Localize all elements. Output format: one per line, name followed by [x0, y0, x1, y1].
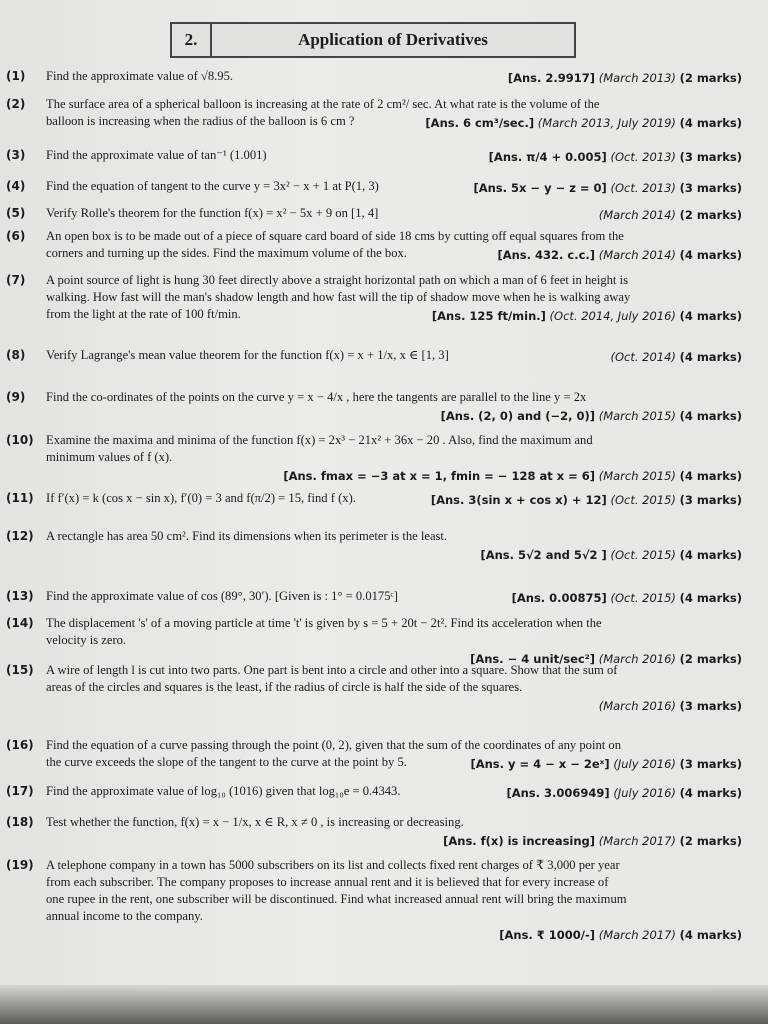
- question-number: (5): [6, 206, 26, 220]
- exam-source: (March 2014): [595, 248, 680, 262]
- exam-source: (Oct. 2014): [610, 350, 680, 364]
- question-number: (6): [6, 229, 26, 243]
- marks-label: (2 marks): [679, 71, 742, 85]
- answer-value: [Ans. 3.006949]: [506, 786, 610, 800]
- question-number: (4): [6, 179, 26, 193]
- question-line: A point source of light is hung 30 feet directly above a straight horizontal path on which a man of 6 feet in height is: [46, 273, 628, 287]
- answer-reference: [425, 115, 742, 132]
- question-number: (12): [6, 529, 34, 543]
- answer-reference: [489, 149, 742, 166]
- question-line: one rupee in the rent, one subscriber will be discontinued. Find what increased annual rent will bring the maximum: [46, 892, 627, 906]
- exam-source: (Oct. 2013): [606, 181, 680, 195]
- exam-source: (July 2016): [609, 757, 680, 771]
- answer-value: [Ans. 2.9917]: [507, 71, 596, 85]
- question-text: [46, 814, 742, 831]
- question-line: velocity is zero.: [46, 633, 127, 647]
- answer-value: [Ans. − 4 unit/sec²]: [470, 652, 596, 666]
- answer-value: [Ans. 125 ft/min.]: [431, 309, 546, 323]
- question-line: walking. How fast will the man's shadow length and how fast will the tip of shadow move when he is walking away: [46, 290, 631, 304]
- marks-label: (3 marks): [679, 493, 742, 507]
- question-line: from each subscriber. The company proposes to increase annual rent and it is believed that for every increase of: [46, 875, 609, 889]
- question-text: [46, 615, 742, 649]
- question-number: (16): [6, 738, 34, 752]
- question-number: (1): [6, 69, 26, 83]
- exam-source: (March 2016): [598, 699, 680, 713]
- question-line: the curve exceeds the slope of the tangent to the curve at the point by 5.: [46, 755, 407, 769]
- marks-label: (4 marks): [679, 116, 742, 130]
- answer-reference: [432, 308, 742, 325]
- exam-source: (March 2013, July 2019): [534, 116, 680, 130]
- answer-reference: [480, 547, 742, 564]
- marks-label: (4 marks): [679, 469, 742, 483]
- question-line: Verify Rolle's theorem for the function f(x) = x² − 5x + 9 on [1, 4]: [46, 206, 379, 220]
- question-text: [46, 662, 742, 696]
- marks-label: (4 marks): [679, 591, 742, 605]
- question-line: A rectangle has area 50 cm². Find its dimensions when its perimeter is the least.: [46, 529, 448, 543]
- exam-source: (Oct. 2015): [606, 493, 680, 507]
- marks-label: (2 marks): [679, 834, 742, 848]
- answer-reference: [506, 785, 742, 802]
- answer-value: [Ans. fmax = −3 at x = 1, fmin = − 128 at x = 6]: [283, 469, 596, 483]
- marks-label: (3 marks): [679, 181, 742, 195]
- marks-label: (4 marks): [679, 350, 742, 364]
- marks-label: (2 marks): [679, 652, 742, 666]
- question-line: balloon is increasing when the radius of the balloon is 6 cm ?: [46, 114, 355, 128]
- answer-reference: [512, 590, 742, 607]
- question-line: Find the co-ordinates of the points on the curve y = x − 4/x , here the tangents are parallel to the line y = 2x: [46, 390, 587, 404]
- answer-reference: [283, 468, 742, 485]
- answer-reference: [599, 698, 742, 715]
- question-text: [46, 389, 742, 406]
- question-number: (15): [6, 663, 34, 677]
- answer-value: [Ans. 6 cm³/sec.]: [425, 116, 535, 130]
- question-text: [46, 432, 742, 466]
- exam-source: (March 2013): [595, 71, 680, 85]
- answer-value: [Ans. (2, 0) and (−2, 0)]: [440, 409, 596, 423]
- answer-value: [Ans. 3(sin x + cos x) + 12]: [430, 493, 607, 507]
- question-number: (9): [6, 390, 26, 404]
- question-line: An open box is to be made out of a piece of square card board of side 18 cms by cutting off equal squares from the: [46, 229, 624, 243]
- question-number: (19): [6, 858, 34, 872]
- question-number: (8): [6, 348, 26, 362]
- exam-source: (March 2017): [595, 928, 680, 942]
- marks-label: (3 marks): [679, 757, 742, 771]
- chapter-number: 2.: [172, 24, 212, 56]
- answer-reference: [443, 833, 742, 850]
- exam-source: (March 2017): [595, 834, 680, 848]
- marks-label: (4 marks): [679, 786, 742, 800]
- question-line: Find the approximate value of cos (89°, 30′). [Given is : 1° = 0.0175ᶜ]: [46, 589, 398, 603]
- exam-source: (March 2014): [598, 208, 680, 222]
- question-line: The surface area of a spherical balloon is increasing at the rate of 2 cm²/ sec. At what rate is the volume of the: [46, 97, 600, 111]
- marks-label: (4 marks): [679, 409, 742, 423]
- question-number: (11): [6, 491, 34, 505]
- exam-source: (July 2016): [609, 786, 680, 800]
- answer-reference: [599, 207, 742, 224]
- question-line: areas of the circles and squares is the least, if the radius of circle is half the side of the squares.: [46, 680, 523, 694]
- question-line: minimum values of f (x).: [46, 450, 173, 464]
- question-line: The displacement 's' of a moving particle at time 't' is given by s = 5 + 20t − 2t². Find its acceleration when the: [46, 616, 602, 630]
- marks-label: (4 marks): [679, 548, 742, 562]
- chapter-header: [170, 22, 576, 58]
- marks-label: (3 marks): [679, 699, 742, 713]
- answer-reference: [473, 180, 742, 197]
- question-line: corners and turning up the sides. Find the maximum volume of the box.: [46, 246, 407, 260]
- exam-source: (Oct. 2015): [606, 548, 680, 562]
- marks-label: (4 marks): [679, 248, 742, 262]
- question-line: Verify Lagrange's mean value theorem for the function f(x) = x + 1/x, x ∈ [1, 3]: [46, 348, 449, 362]
- answer-value: [Ans. ₹ 1000/-]: [499, 928, 596, 942]
- exam-source: (March 2015): [595, 409, 680, 423]
- question-number: (18): [6, 815, 34, 829]
- answer-reference: [470, 756, 742, 773]
- question-line: A wire of length l is cut into two parts. One part is bent into a circle and other into a square. Show that the sum of: [46, 663, 618, 677]
- page-bottom-shadow: [0, 985, 768, 1024]
- marks-label: (2 marks): [679, 208, 742, 222]
- question-number: (2): [6, 97, 26, 111]
- question-line: Find the approximate value of tan⁻¹ (1.001): [46, 148, 267, 162]
- answer-value: [Ans. 0.00875]: [511, 591, 607, 605]
- answer-value: [Ans. 5x − y − z = 0]: [473, 181, 607, 195]
- question-text: [46, 528, 742, 545]
- answer-value: [Ans. 5√2 and 5√2 ]: [480, 548, 607, 562]
- answer-reference: [508, 70, 742, 87]
- question-line: A telephone company in a town has 5000 subscribers on its list and collects fixed rent charges of ₹ 3,000 per year: [46, 858, 620, 872]
- question-line: If f′(x) = k (cos x − sin x), f′(0) = 3 and f(π/2) = 15, find f (x).: [46, 491, 356, 505]
- question-line: Test whether the function, f(x) = x − 1/x, x ∈ R, x ≠ 0 , is increasing or decreasing.: [46, 815, 464, 829]
- answer-value: [Ans. y = 4 − x − 2eˣ]: [470, 757, 610, 771]
- question-number: (10): [6, 433, 34, 447]
- chapter-title: Application of Derivatives: [298, 30, 488, 49]
- question-number: (13): [6, 589, 34, 603]
- answer-reference: [497, 247, 742, 264]
- question-line: Find the equation of a curve passing through the point (0, 2), given that the sum of the coordinates of any point on: [46, 738, 621, 752]
- answer-reference: [610, 349, 742, 366]
- question-line: Find the equation of tangent to the curve y = 3x² − x + 1 at P(1, 3): [46, 179, 379, 193]
- answer-reference: [441, 408, 742, 425]
- answer-value: [Ans. 432. c.c.]: [497, 248, 596, 262]
- exam-source: (Oct. 2014, July 2016): [545, 309, 680, 323]
- answer-value: [Ans. π/4 + 0.005]: [488, 150, 607, 164]
- question-line: from the light at the rate of 100 ft/min.: [46, 307, 241, 321]
- question-number: (14): [6, 616, 34, 630]
- question-line: Find the approximate value of √8.95.: [46, 69, 234, 83]
- question-line: Examine the maxima and minima of the function f(x) = 2x³ − 21x² + 36x − 20 . Also, find the maximum and: [46, 433, 593, 447]
- exam-source: (March 2015): [595, 469, 680, 483]
- question-number: (17): [6, 784, 34, 798]
- question-line: Find the approximate value of log₁₀ (1016) given that log₁₀e = 0.4343.: [46, 784, 401, 798]
- answer-value: [Ans. f(x) is increasing]: [443, 834, 596, 848]
- question-line: annual income to the company.: [46, 909, 203, 923]
- marks-label: (4 marks): [679, 928, 742, 942]
- question-number: (7): [6, 273, 26, 287]
- marks-label: (3 marks): [679, 150, 742, 164]
- question-text: [46, 857, 742, 925]
- exam-source: (March 2016): [595, 652, 680, 666]
- exam-source: (Oct. 2013): [606, 150, 680, 164]
- marks-label: (4 marks): [679, 309, 742, 323]
- answer-reference: [499, 927, 742, 944]
- question-number: (3): [6, 148, 26, 162]
- answer-reference: [431, 492, 742, 509]
- exam-source: (Oct. 2015): [606, 591, 680, 605]
